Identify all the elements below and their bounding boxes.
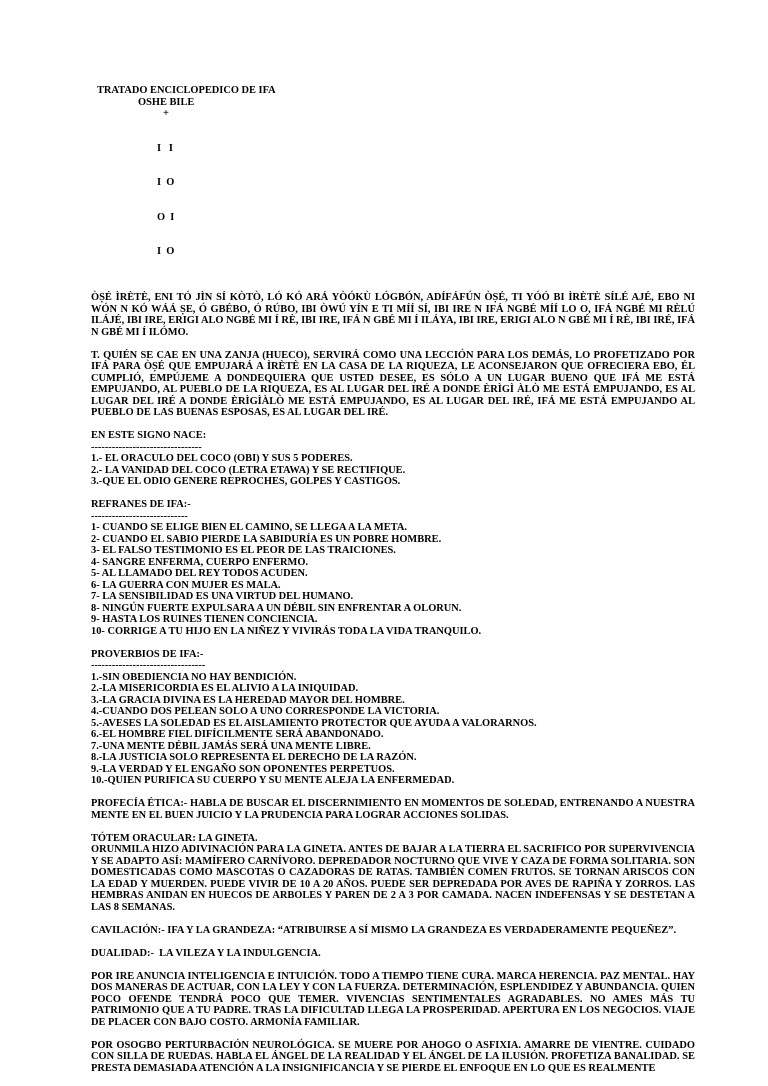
odu-row: O I <box>157 211 175 223</box>
profecia-paragraph: PROFECÍA ÉTICA:- HABLA DE BUSCAR EL DISCERNIMIENTO EN MOMENTOS DE SOLEDAD, ENTRENANDO A NUESTRA MENTE EN EL BUEN JUICIO Y LA PRUDENCIA PARA LOGRAR ACCIONES SOLIDAS. <box>91 798 695 821</box>
document-title: TRATADO ENCICLOPEDICO DE IFA <box>97 85 276 96</box>
list-item: 5.-AVESES LA SOLEDAD ES EL AISLAMIENTO PROTECTOR QUE AYUDA A VALORARNOS. <box>91 717 537 729</box>
translation-paragraph: T. QUIÉN SE CAE EN UNA ZANJA (HUECO), SERVIRÁ COMO UNA LECCIÓN PARA LOS DEMÁS, LO PROFETIZADO POR IFÁ PARA ÒṢÉ QUE EMPUJARÁ A ÌRÈTÈ EN LA CASA DE LA RIQUEZA, LE ACONSEJARON QUE OFRECIERA EBO, ÉL CUMPLIÓ, EMPÚJEME A DONDEQUIERA QUE USTED DESEE, ES SÓLO A UN LUGAR BUENO QUE IFÁ ME ESTÁ EMPUJANDO, AL PUEBLO DE LA RIQUEZA, ES AL LUGAR DEL IRÉ A DONDE ÈRÌGÌ ÀLÒ ME ESTÁ EMPUJANDO, ES AL LUGAR DEL IRÉ A DONDE ÈRÌGÌÀLÒ ME ESTÁ EMPUJANDO, ES AL LUGAR DEL IRÉ, IFÁ ME ESTÁ EMPUJANDO AL PUEBLO DE LAS BUENAS ESPOSAS, ES AL LUGAR DEL IRÉ. <box>91 349 695 418</box>
proverbios-section <box>91 649 695 787</box>
list-item: 10.-QUIEN PURIFICA SU CUERPO Y SU MENTE ALEJA LA ENFERMEDAD. <box>91 775 455 786</box>
proverbios-list <box>91 672 695 787</box>
totem-text: ORUNMILA HIZO ADIVINACIÓN PARA LA GINETA. ANTES DE BAJAR A LA TIERRA EL SACRIFICO POR SUPERVIVENCIA Y SE ADAPTO ASÍ: MAMÍFERO CARNÍVORO. DEPREDADOR NOCTURNO QUE VIVE Y CAZA DE FORMA SOLITARIA. SON DOMESTICADAS COMO MASCOTAS O CAZADORAS DE RATAS. TAMBIÉN COMEN FRUTOS. SE TORNAN ARISCOS CON LA EDAD Y MUERDEN. PUEDE VIVIR DE 10 A 20 AÑOS. PUEDE SER DEPREDADA POR AVES DE RAPIÑA Y ZORROS. LAS HEMBRAS ANIDAN EN HUECOS DE ARBOLES Y PAREN DE 2 A 3 POR CAMADA. NACEN INDEFENSAS Y SE DESTETAN A LAS 8 SEMANAS. <box>91 844 695 913</box>
ire-paragraph: POR IRE ANUNCIA INTELIGENCIA E INTUICIÓN. TODO A TIEMPO TIENE CURA. MARCA HERENCIA. PAZ MENTAL. HAY DOS MANERAS DE ACTUAR, CON LA LEY Y CON LA FUERZA. DETERMINACIÓN, ESPLENDIDEZ Y ABUNDANCIA. QUIEN POCO OFENDE TENDRÁ POCO QUE TEMER. VIVENCIAS SENTIMENTALES AGRADABLES. NO AMES MÁS TU PATRIMONIO QUE A TU PADRE. TRAS LA DIFICULTAD LLEGA LA PROSPERIDAD. APERTURA EN LOS NEGOCIOS. VIAJE DE PLACER CON BAJO COSTO. ARMONÍA FAMILIAR. <box>91 970 695 1028</box>
list-item: 6.-EL HOMBRE FIEL DIFÍCILMENTE SERÁ ABANDONADO. <box>91 729 384 740</box>
intro-yoruba-paragraph: ÒṢÉ ÌRÈTÈ, ENI TÓ JÌN SÍ KÒTÒ, LÓ KÓ ARÁ YÒÓKÙ LÓGBÓN, ADÍFÁFÚN ÒṢÉ, TI YÓÓ BI ÌRÈTÈ SÍLÉ AJÉ, EBO NI WÓN N KÓ WÁÁ ṢE, Ó GBÉBO, Ó RÚBO, IBI ÒWÚ YÍN E TI MÍÍ SÍ, IBI IRE N IFÁ NGBÉ MÍÍ LO O, IFÁ NGBÉ MI RÈLÚ ILÁJÉ, IBI IRE, ERIGI ALO NGBÉ MI Í RÈ, IBI IRE, IFÁ N GBÉ MI Í ILÁYA, IBI IRE, ERIGI ALO N GBÉ MI Í RÈ, IBI IRÉ, IFÁ N GBÉ MI Í ILÓMO. <box>91 292 695 338</box>
dualidad-paragraph: DUALIDAD:- LA VILEZA Y LA INDULGENCIA. <box>91 947 321 959</box>
list-item: 7.-UNA MENTE DÉBIL JAMÁS SERÁ UNA MENTE LIBRE. <box>91 740 371 752</box>
proverbios-underline: --------------------------------- <box>91 660 206 671</box>
proverbios-heading: PROVERBIOS DE IFA:- <box>91 648 204 660</box>
list-item: 8.-LA JUSTICIA SOLO REPRESENTA EL DERECHO DE LA RAZÓN. <box>91 752 417 763</box>
list-item: 9.-LA VERDAD Y EL ENGAÑO SON OPONENTES PERPETUOS. <box>91 763 395 775</box>
list-item: 3- EL FALSO TESTIMONIO ES EL PEOR DE LAS TRAICIONES. <box>91 545 396 556</box>
list-item: 1.- EL ORACULO DEL COCO (OBI) Y SUS 5 PODERES. <box>91 453 353 464</box>
odu-plus-mark: + <box>163 108 169 119</box>
document-body <box>91 85 695 1086</box>
list-item: 4.-CUANDO DOS PELEAN SOLO A UNO CORRESPONDE LA VICTORIA. <box>91 706 440 717</box>
cavilacion-paragraph: CAVILACIÓN:- IFA Y LA GRANDEZA: “ATRIBUIRSE A SÍ MISMO LA GRANDEZA ES VERDADERAMENTE PEQUEÑEZ”. <box>91 924 677 936</box>
list-item: 5- AL LLAMADO DEL REY TODOS ACUDEN. <box>91 568 308 579</box>
nace-heading: EN ESTE SIGNO NACE: <box>91 430 207 441</box>
list-item: 1- CUANDO SE ELIGE BIEN EL CAMINO, SE LLEGA A LA META. <box>91 522 407 533</box>
nace-section <box>91 430 695 488</box>
odu-row: I I <box>157 142 173 154</box>
list-item: 2.- LA VANIDAD DEL COCO (LETRA ETAWA) Y SE RECTIFIQUE. <box>91 464 406 476</box>
list-item: 2.-LA MISERICORDIA ES EL ALIVIO A LA INIQUIDAD. <box>91 683 359 694</box>
refranes-heading: REFRANES DE IFA:- <box>91 499 191 510</box>
nace-list <box>91 453 695 488</box>
list-item: 4- SANGRE ENFERMA, CUERPO ENFERMO. <box>91 556 309 568</box>
list-item: 10- CORRIGE A TU HIJO EN LA NIÑEZ Y VIVIRÁS TODA LA VIDA TRANQUILO. <box>91 625 482 637</box>
list-item: 1.-SIN OBEDIENCIA NO HAY BENDICIÓN. <box>91 671 297 683</box>
list-item: 9- HASTA LOS RUINES TIENEN CONCIENCIA. <box>91 614 318 625</box>
refranes-section <box>91 499 695 637</box>
list-item: 3.-LA GRACIA DIVINA ES LA HEREDAD MAYOR DEL HOMBRE. <box>91 694 405 706</box>
odu-figure <box>157 120 695 281</box>
osogbo-paragraph: POR OSOGBO PERTURBACIÓN NEUROLÓGICA. SE MUERE POR AHOGO O ASFIXIA. AMARRE DE VIENTRE. CUIDADO CON SILLA DE RUEDAS. HABLA EL ÁNGEL DE LA REALIDAD Y EL ÁNGEL DE LA ILUSIÓN. PROFETIZA BANALIDAD. SE PRESTA DEMASIADA ATENCIÓN A LA INSIGNIFICANCIA Y SE PIERDE EL ENFOQUE EN LO QUE ES REALMENTE <box>91 1039 695 1074</box>
refranes-underline: ---------------------------- <box>91 510 188 522</box>
totem-heading: TÓTEM ORACULAR: LA GINETA. <box>91 832 258 844</box>
odu-row: I O <box>157 177 175 188</box>
odu-row: I O <box>157 246 175 257</box>
nace-underline: -------------------------------- <box>91 441 202 453</box>
document-subtitle: OSHE BILE <box>138 96 195 108</box>
refranes-list <box>91 522 695 637</box>
list-item: 3.-QUE EL ODIO GENERE REPROCHES, GOLPES Y CASTIGOS. <box>91 476 401 487</box>
list-item: 2- CUANDO EL SABIO PIERDE LA SABIDURÍA ES UN POBRE HOMBRE. <box>91 533 442 545</box>
totem-section <box>91 833 695 914</box>
list-item: 6- LA GUERRA CON MUJER ES MALA. <box>91 579 281 591</box>
list-item: 8- NINGÚN FUERTE EXPULSARA A UN DÉBIL SIN ENFRENTAR A OLORUN. <box>91 602 462 614</box>
list-item: 7- LA SENSIBILIDAD ES UNA VIRTUD DEL HUMANO. <box>91 591 354 602</box>
